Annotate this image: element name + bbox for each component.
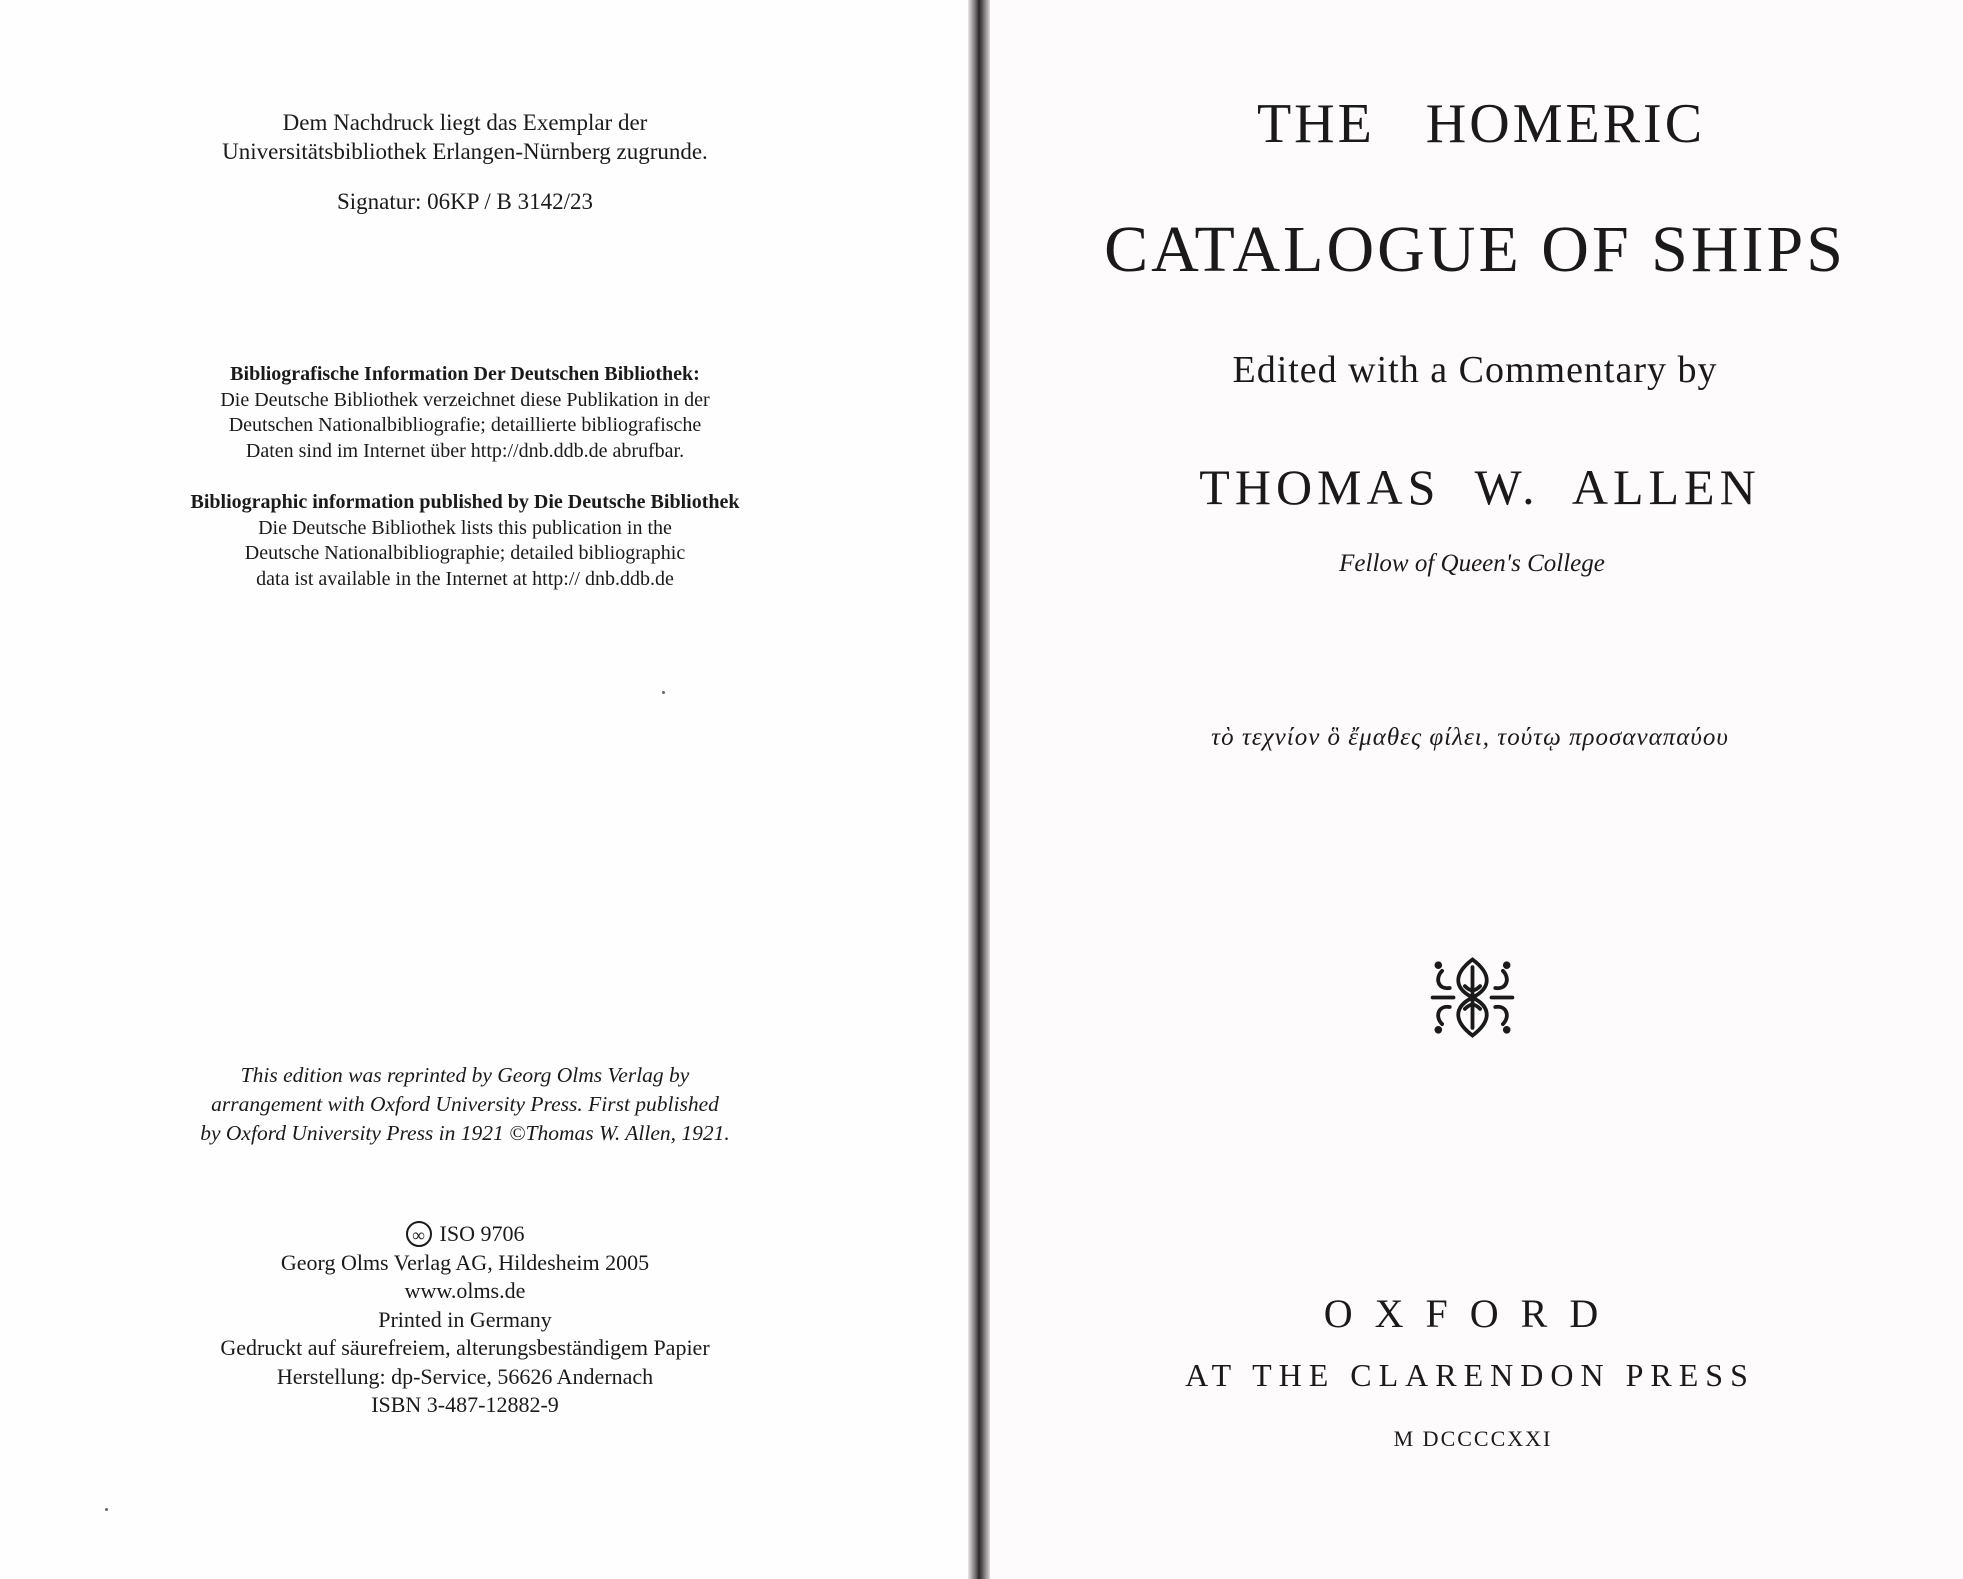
biblio-line: Die Deutsche Bibliothek verzeichnet diese Publikation in der [220,388,710,411]
edition-note-line: by Oxford University Press in 1921 ©Thomas W. Allen, 1921. [200,1121,730,1145]
imprint-line: Printed in Germany [378,1306,552,1332]
reprint-note-line: Universitätsbibliothek Erlangen-Nürnberg zugrunde. [222,139,708,164]
imprint [140,1220,790,1420]
title-line-2: CATALOGUE OF SHIPS [1104,213,1846,286]
infinity-circle-icon: ∞ [406,1221,432,1247]
book-spine [968,0,990,1579]
reprint-note-line: Dem Nachdruck liegt das Exemplar der [282,110,648,135]
biblio-line: Deutschen Nationalbibliografie; detaillierte bibliografische [228,414,702,436]
author-name: THOMAS W. ALLEN [1199,459,1761,515]
imprint-line: Georg Olms Verlag AG, Hildesheim 2005 [280,1249,650,1275]
printers-ornament-icon [1425,950,1520,1045]
publisher-name: AT THE CLARENDON PRESS [1185,1357,1755,1393]
imprint-line: Gedruckt auf säurefreiem, alterungsbeständigem Papier [220,1335,710,1361]
biblio-line: Die Deutsche Bibliothek lists this publication in the [258,516,672,539]
imprint-line: Herstellung: dp-Service, 56626 Andernach [276,1363,654,1389]
biblio-line: Daten sind im Internet über http://dnb.ddb.de abrufbar. [245,439,685,462]
edition-note [140,1061,790,1148]
edition-note-line: This edition was reprinted by Georg Olms Verlag by [240,1063,690,1087]
biblio-line: data ist available in the Internet at http:// dnb.ddb.de [256,567,674,590]
biblio-heading: Bibliografische Information Der Deutschen Bibliothek: [230,363,700,385]
edited-by: Edited with a Commentary by [1232,349,1718,391]
iso-line [406,1220,525,1249]
biblio-info-german [140,362,790,464]
author-affiliation: Fellow of Queen's College [1339,550,1605,577]
iso-standard: ISO 9706 [439,1221,525,1246]
signatur: Signatur: 06KP / B 3142/23 [337,189,593,214]
publication-year: M DCCCCXXI [1393,1426,1553,1451]
greek-epigraph: τὸ τεχνίον ὃ ἔμαθες φίλει, τούτῳ προσαναπαύου [1211,724,1729,751]
biblio-line: Deutsche Nationalbibliographie; detailed bibliographic [244,542,686,564]
biblio-info-english [140,490,790,592]
imprint-line: www.olms.de [404,1278,526,1304]
publisher-city: OXFORD [1323,1291,1621,1336]
paper-speck [105,1508,108,1511]
reprint-note [140,108,790,166]
title-line-1: THE HOMERIC [1256,93,1706,155]
imprint-line: ISBN 3-487-12882-9 [371,1392,559,1418]
biblio-heading: Bibliographic information published by Die Deutsche Bibliothek [190,491,740,513]
paper-speck [662,691,665,694]
edition-note-line: arrangement with Oxford University Press. First published [211,1092,719,1116]
